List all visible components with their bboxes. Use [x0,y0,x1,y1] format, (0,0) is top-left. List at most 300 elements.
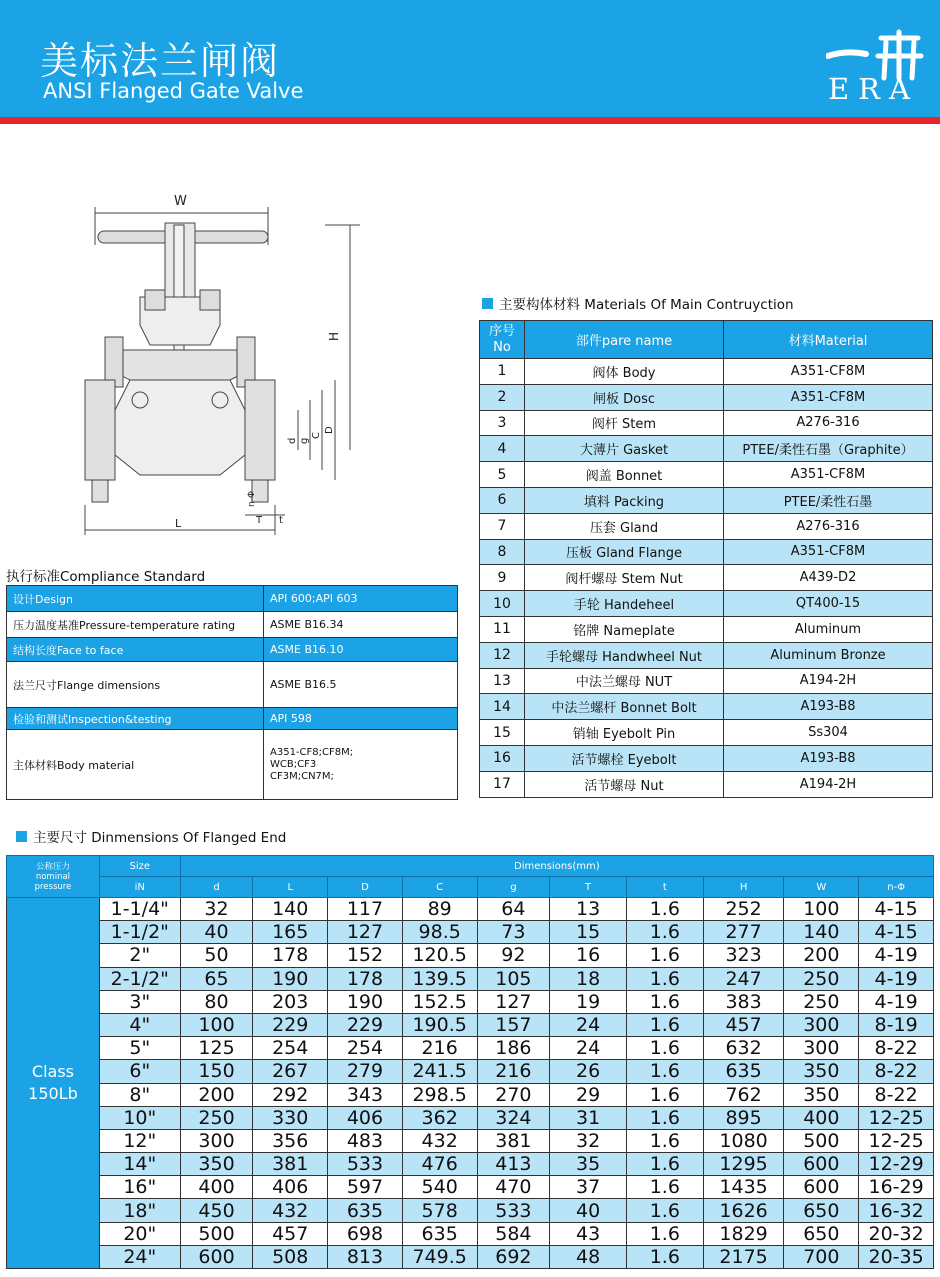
dim-col-t: t [626,877,703,898]
dim-cell: 26 [550,1060,627,1083]
materials-cell-no: 10 [480,591,525,617]
materials-cell-part: 填料 Packing [525,487,724,513]
dim-cell: 12-29 [859,1153,934,1176]
materials-cell-no: 8 [480,539,525,565]
dim-row [7,1060,934,1083]
dim-cell: 32 [550,1129,627,1152]
dim-cell: 1.6 [626,1013,703,1036]
dim-cell: 1.6 [626,944,703,967]
dim-cell: 16" [99,1176,180,1199]
dim-col-dimensions: Dimensions(mm) [180,856,933,877]
dim-cell: 200 [784,944,859,967]
dim-cell: 50 [180,944,253,967]
materials-row [480,668,933,694]
dim-cell: 190 [253,967,328,990]
dim-cell: 432 [402,1129,477,1152]
dim-cell: 343 [328,1083,403,1106]
compliance-heading-text: 执行标准Compliance Standard [6,569,206,585]
materials-row [480,539,933,565]
dim-cell: 12-25 [859,1106,934,1129]
dim-cell: 635 [703,1060,784,1083]
dim-cell: 1.6 [626,921,703,944]
dim-cell: 2175 [703,1245,784,1268]
materials-cell-part: 压套 Gland [525,513,724,539]
dim-row [7,1199,934,1222]
dim-cell: 157 [477,1013,550,1036]
dim-cell: 270 [477,1083,550,1106]
dim-cell: 1.6 [626,1083,703,1106]
dim-cell: 350 [784,1060,859,1083]
materials-cell-material: A276-316 [724,513,933,539]
materials-cell-part: 活节螺栓 Eyebolt [525,745,724,771]
dim-cell: 584 [477,1222,550,1245]
materials-cell-material: A194-2H [724,771,933,797]
dim-cell: 381 [477,1129,550,1152]
dim-row [7,944,934,967]
dim-cell: 762 [703,1083,784,1106]
dim-cell: 186 [477,1037,550,1060]
dim-cell: 300 [180,1129,253,1152]
dim-row [7,1176,934,1199]
compliance-value [264,730,458,800]
dim-cell: 406 [328,1106,403,1129]
section-marker-icon [482,298,493,309]
materials-cell-material: A439-D2 [724,565,933,591]
dim-cell: 597 [328,1176,403,1199]
materials-cell-no: 2 [480,384,525,410]
dim-cell: 1.6 [626,967,703,990]
dim-cell: 300 [784,1013,859,1036]
materials-cell-no: 15 [480,720,525,746]
dim-cell: 139.5 [402,967,477,990]
dim-cell: 600 [784,1153,859,1176]
dim-cell: 381 [253,1153,328,1176]
dim-cell: 31 [550,1106,627,1129]
dim-cell: 1.6 [626,1106,703,1129]
dim-cell: 190.5 [402,1013,477,1036]
materials-row [480,616,933,642]
dim-cell: 1.6 [626,1245,703,1268]
dim-cell: 98.5 [402,921,477,944]
materials-cell-material: A351-CF8M [724,384,933,410]
dim-cell: 100 [784,898,859,921]
compliance-key: 压力温度基准Pressure-temperature rating [7,612,264,638]
dim-cell: 73 [477,921,550,944]
dim-cell: 533 [328,1153,403,1176]
materials-row [480,720,933,746]
materials-cell-part: 销轴 Eyebolt Pin [525,720,724,746]
dim-cell: 8-22 [859,1083,934,1106]
dim-cell: 8-22 [859,1060,934,1083]
compliance-key: 结构长度Face to face [7,638,264,662]
dim-cell: 483 [328,1129,403,1152]
dim-label-g: g [299,437,310,444]
dim-col-in: iN [99,877,180,898]
dim-cell: 1.6 [626,898,703,921]
dim-cell: 292 [253,1083,328,1106]
dim-cell: 1829 [703,1222,784,1245]
compliance-key: 法兰尺寸Flange dimensions [7,662,264,708]
dim-cell: 18 [550,967,627,990]
dim-cell: 500 [784,1129,859,1152]
materials-row [480,642,933,668]
materials-row [480,436,933,462]
dim-row [7,967,934,990]
dim-cell: 250 [180,1106,253,1129]
dim-cell: 16-29 [859,1176,934,1199]
dim-cell: 10" [99,1106,180,1129]
materials-row [480,359,933,385]
materials-cell-part: 活节螺母 Nut [525,771,724,797]
dim-cell: 4-15 [859,921,934,944]
page-title-en: ANSI Flanged Gate Valve [43,79,304,103]
dim-cell: 4-19 [859,990,934,1013]
dim-label-d-upper: D [324,426,335,434]
dim-cell: 203 [253,990,328,1013]
materials-cell-material: A276-316 [724,410,933,436]
materials-heading-text: 主要构体材料 Materials Of Main Contruyction [499,297,794,313]
materials-cell-part: 阀杆 Stem [525,410,724,436]
materials-cell-material: Aluminum Bronze [724,642,933,668]
dim-row [7,1129,934,1152]
materials-cell-part: 闸板 Dosc [525,384,724,410]
dim-cell: 698 [328,1222,403,1245]
dim-cell: 247 [703,967,784,990]
dim-cell: 324 [477,1106,550,1129]
dim-cell: 152 [328,944,403,967]
logo-text: ERA [828,72,919,106]
dim-cell: 252 [703,898,784,921]
dim-col-t: T [550,877,627,898]
materials-cell-part: 大薄片 Gasket [525,436,724,462]
materials-cell-no: 12 [480,642,525,668]
dim-cell: 356 [253,1129,328,1152]
materials-cell-material: PTEE/柔性石墨 [724,487,933,513]
header-red-stripe [0,117,940,124]
dim-cell: 432 [253,1199,328,1222]
dim-cell: 692 [477,1245,550,1268]
dim-cell: 406 [253,1176,328,1199]
compliance-key: 主体材料Body material [7,730,264,800]
materials-row [480,694,933,720]
dim-cell: 100 [180,1013,253,1036]
materials-cell-part: 手轮 Handeheel [525,591,724,617]
dim-col-size: Size [99,856,180,877]
materials-cell-no: 7 [480,513,525,539]
dim-cell: 895 [703,1106,784,1129]
dim-cell: 250 [784,967,859,990]
dim-col-d: D [328,877,403,898]
dim-cell: 65 [180,967,253,990]
dim-cell: 400 [784,1106,859,1129]
dim-col-n: n-Φ [859,877,934,898]
compliance-value: ASME B16.5 [264,662,458,708]
dim-cell: 127 [328,921,403,944]
materials-col-part: 部件pare name [525,321,724,359]
materials-row [480,565,933,591]
materials-cell-material: Ss304 [724,720,933,746]
materials-cell-part: 阀杆螺母 Stem Nut [525,565,724,591]
dim-cell: 229 [328,1013,403,1036]
dim-cell: 125 [180,1037,253,1060]
compliance-value: API 598 [264,708,458,730]
dim-label-n-phi: n-Φ [247,490,257,507]
dim-cell: 24" [99,1245,180,1268]
materials-cell-material: A194-2H [724,668,933,694]
dim-cell: 105 [477,967,550,990]
dim-cell: 35 [550,1153,627,1176]
dim-cell: 254 [328,1037,403,1060]
dim-cell: 18" [99,1199,180,1222]
materials-row [480,487,933,513]
page-title-cn: 美标法兰闸阀 [40,39,281,83]
materials-row [480,513,933,539]
dim-cell: 80 [180,990,253,1013]
dim-cell: 4-15 [859,898,934,921]
dim-cell: 540 [402,1176,477,1199]
dim-cell: 1080 [703,1129,784,1152]
dim-col-g: g [477,877,550,898]
materials-cell-part: 手轮螺母 Handwheel Nut [525,642,724,668]
dim-cell: 650 [784,1199,859,1222]
materials-cell-no: 6 [480,487,525,513]
dim-cell: 37 [550,1176,627,1199]
dim-cell: 8-22 [859,1037,934,1060]
materials-heading [482,293,794,313]
dim-cell: 2-1/2" [99,967,180,990]
dim-cell: 300 [784,1037,859,1060]
dim-cell: 12-25 [859,1129,934,1152]
dim-cell: 4-19 [859,967,934,990]
dim-cell: 267 [253,1060,328,1083]
dim-cell: 600 [784,1176,859,1199]
dim-cell: 16 [550,944,627,967]
dim-col-h: H [703,877,784,898]
dim-cell: 1.6 [626,1129,703,1152]
dim-col-l: L [253,877,328,898]
dim-cell: 165 [253,921,328,944]
dim-cell: 813 [328,1245,403,1268]
dim-cell: 413 [477,1153,550,1176]
materials-cell-no: 1 [480,359,525,385]
dim-cell: 470 [477,1176,550,1199]
dim-cell: 8-19 [859,1013,934,1036]
dim-cell: 600 [180,1245,253,1268]
dim-cell: 1.6 [626,1153,703,1176]
dim-col-d: d [180,877,253,898]
dim-cell: 229 [253,1013,328,1036]
dim-cell: 1.6 [626,1199,703,1222]
dim-row [7,1013,934,1036]
materials-cell-no: 17 [480,771,525,797]
dim-cell: 362 [402,1106,477,1129]
dim-cell: 533 [477,1199,550,1222]
dim-cell: 323 [703,944,784,967]
dim-cell: 16-32 [859,1199,934,1222]
dim-row [7,1245,934,1268]
dim-cell: 1435 [703,1176,784,1199]
dim-row [7,898,934,921]
dim-cell: 29 [550,1083,627,1106]
materials-cell-part: 阀盖 Bonnet [525,462,724,488]
pressure-class-cell [7,898,100,1269]
dim-row [7,1153,934,1176]
materials-table [479,320,933,798]
dimensions-table [6,855,934,1269]
dim-label-d-lower: d [287,437,298,444]
dim-row [7,1222,934,1245]
dim-cell: 350 [180,1153,253,1176]
dim-cell: 15 [550,921,627,944]
section-marker-icon [16,831,27,842]
dim-cell: 749.5 [402,1245,477,1268]
compliance-value-line: CF3M;CN7M; [270,770,334,782]
dim-cell: 190 [328,990,403,1013]
dim-cell: 1.6 [626,1060,703,1083]
dim-cell: 298.5 [402,1083,477,1106]
dim-cell: 2" [99,944,180,967]
dim-cell: 277 [703,921,784,944]
dim-col-c: C [402,877,477,898]
dim-cell: 140 [784,921,859,944]
dim-col-w: W [784,877,859,898]
dim-cell: 457 [253,1222,328,1245]
dim-cell: 383 [703,990,784,1013]
dim-cell: 178 [328,967,403,990]
dim-cell: 8" [99,1083,180,1106]
dim-cell: 4-19 [859,944,934,967]
dim-col-pressure: 公称压力 nominal pressure [7,856,100,898]
dim-cell: 650 [784,1222,859,1245]
dim-cell: 1-1/4" [99,898,180,921]
materials-cell-no: 14 [480,694,525,720]
materials-cell-material: Aluminum [724,616,933,642]
materials-col-material: 材料Material [724,321,933,359]
dim-cell: 13 [550,898,627,921]
materials-cell-part: 中法兰螺母 NUT [525,668,724,694]
dim-cell: 14" [99,1153,180,1176]
dim-cell: 120.5 [402,944,477,967]
dim-cell: 250 [784,990,859,1013]
materials-cell-part: 铭牌 Nameplate [525,616,724,642]
dim-row [7,921,934,944]
materials-row [480,771,933,797]
materials-cell-no: 13 [480,668,525,694]
dim-cell: 1295 [703,1153,784,1176]
compliance-value-line: A351-CF8;CF8M; [270,746,354,758]
materials-cell-part: 中法兰螺杆 Bonnet Bolt [525,694,724,720]
materials-cell-material: A193-B8 [724,694,933,720]
dim-cell: 92 [477,944,550,967]
dim-cell: 500 [180,1222,253,1245]
dim-cell: 216 [477,1060,550,1083]
dim-row [7,1083,934,1106]
compliance-key: 检验和测试Inspection&testing [7,708,264,730]
dim-cell: 330 [253,1106,328,1129]
dim-label-t-lower: t [279,515,283,526]
compliance-value: API 600;API 603 [264,586,458,612]
dim-row [7,1106,934,1129]
materials-cell-no: 16 [480,745,525,771]
dim-cell: 20-35 [859,1245,934,1268]
materials-cell-material: A351-CF8M [724,462,933,488]
materials-cell-no: 5 [480,462,525,488]
dim-cell: 89 [402,898,477,921]
dim-cell: 1.6 [626,1222,703,1245]
dim-cell: 19 [550,990,627,1013]
dim-cell: 117 [328,898,403,921]
pressure-class-line: 150Lb [28,1084,78,1103]
dim-cell: 127 [477,990,550,1013]
dim-cell: 32 [180,898,253,921]
gate-valve-drawing [70,185,380,545]
dim-label-w: W [174,194,187,209]
dim-cell: 20" [99,1222,180,1245]
dim-cell: 476 [402,1153,477,1176]
dim-label-l: L [175,517,182,530]
dim-cell: 635 [328,1199,403,1222]
dim-cell: 40 [180,921,253,944]
compliance-key: 设计Design [7,586,264,612]
materials-cell-material: A351-CF8M [724,359,933,385]
dim-cell: 4" [99,1013,180,1036]
dim-cell: 450 [180,1199,253,1222]
dim-label-t-upper: T [256,515,263,526]
dim-cell: 350 [784,1083,859,1106]
dim-cell: 43 [550,1222,627,1245]
materials-cell-material: PTEE/柔性石墨（Graphite） [724,436,933,462]
pressure-class-line: Class [31,1062,74,1081]
dim-cell: 3" [99,990,180,1013]
dim-cell: 150 [180,1060,253,1083]
compliance-value: ASME B16.34 [264,612,458,638]
dim-cell: 200 [180,1083,253,1106]
dim-row [7,990,934,1013]
materials-cell-part: 压板 Gland Flange [525,539,724,565]
dimensions-heading [16,826,286,846]
compliance-value-line: WCB;CF3 [270,758,317,770]
dim-cell: 12" [99,1129,180,1152]
materials-cell-no: 3 [480,410,525,436]
dim-cell: 508 [253,1245,328,1268]
dim-cell: 24 [550,1037,627,1060]
dim-cell: 216 [402,1037,477,1060]
dim-cell: 64 [477,898,550,921]
dim-cell: 578 [402,1199,477,1222]
dim-cell: 635 [402,1222,477,1245]
dim-cell: 178 [253,944,328,967]
dim-cell: 1626 [703,1199,784,1222]
dim-cell: 40 [550,1199,627,1222]
dim-cell: 152.5 [402,990,477,1013]
materials-cell-material: A351-CF8M [724,539,933,565]
dim-cell: 254 [253,1037,328,1060]
dim-cell: 400 [180,1176,253,1199]
materials-cell-material: A193-B8 [724,745,933,771]
compliance-value: ASME B16.10 [264,638,458,662]
materials-row [480,410,933,436]
materials-row [480,384,933,410]
materials-cell-no: 9 [480,565,525,591]
dim-label-h: H [327,331,341,341]
materials-cell-no: 4 [480,436,525,462]
materials-cell-part: 阀体 Body [525,359,724,385]
dim-cell: 1-1/2" [99,921,180,944]
materials-row [480,462,933,488]
dim-cell: 24 [550,1013,627,1036]
dim-cell: 140 [253,898,328,921]
materials-col-no: 序号 No [480,321,525,359]
